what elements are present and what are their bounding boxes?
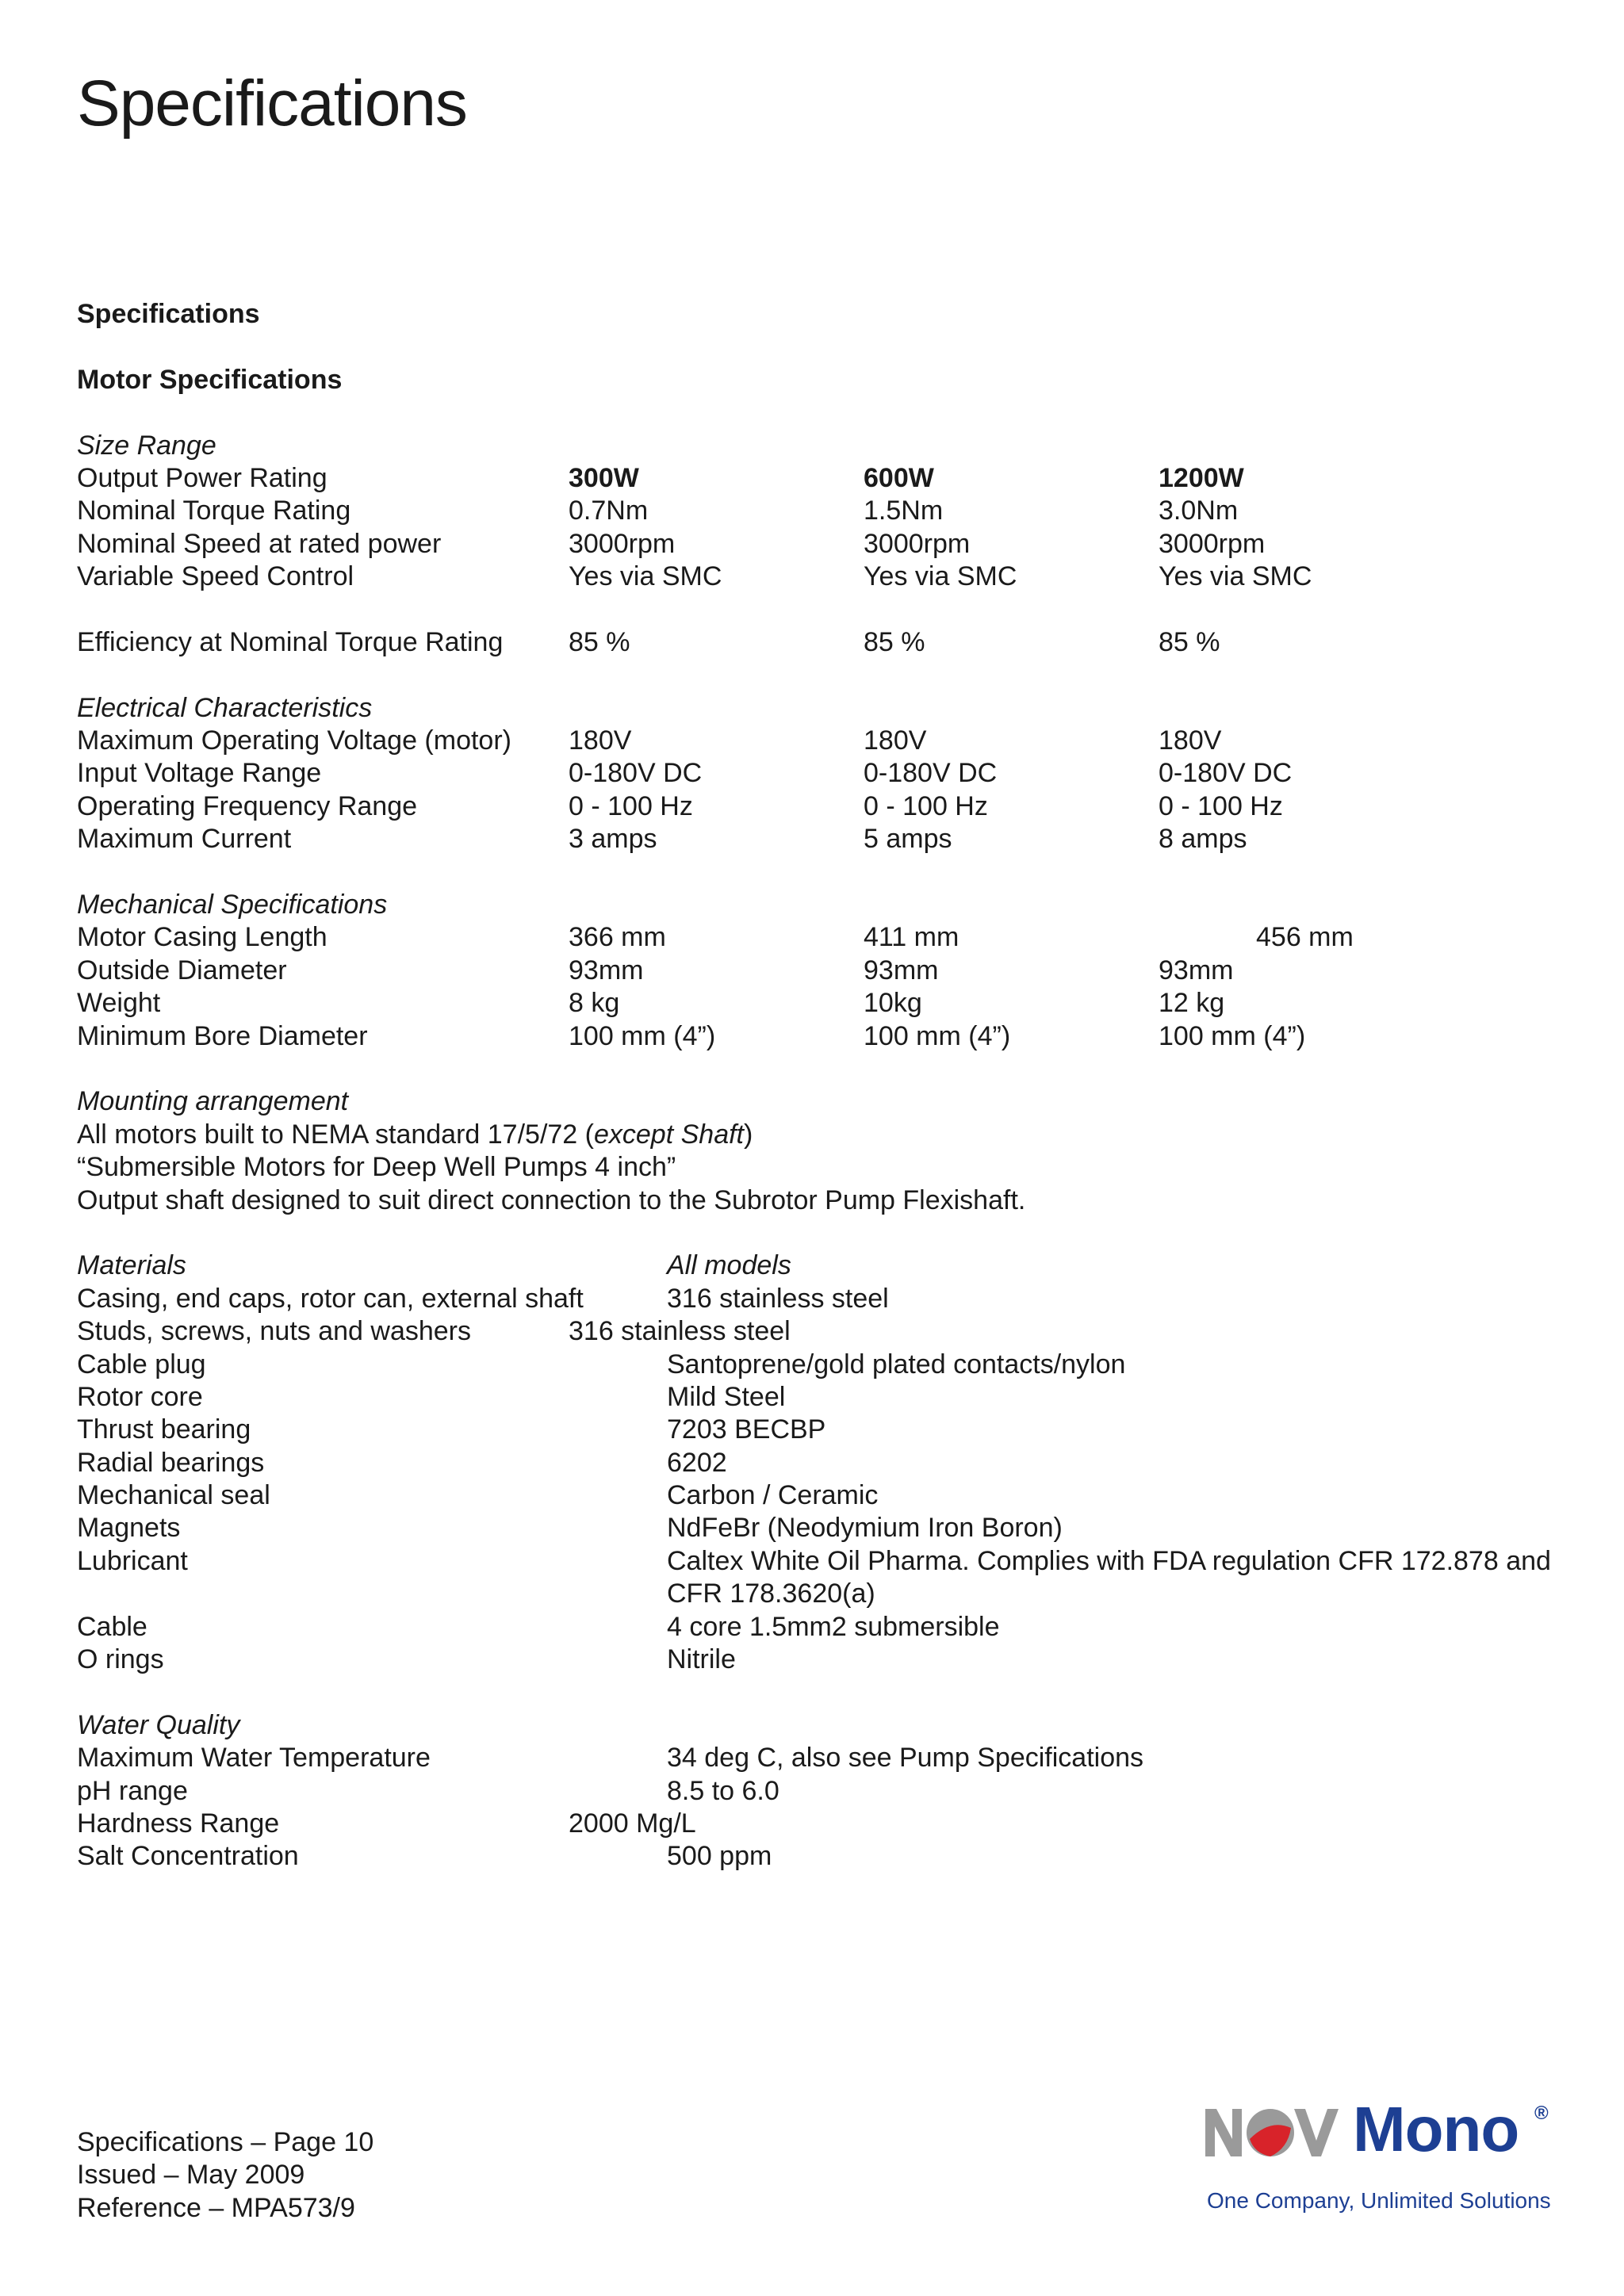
spec-row	[77, 955, 1552, 987]
spec-row-efficiency	[77, 626, 1552, 659]
spec-label: Operating Frequency Range	[77, 790, 418, 821]
water-value: 34 deg C, also see Pump Specifications	[667, 1743, 1144, 1774]
material-row	[77, 1512, 1552, 1544]
page-title: Specifications	[77, 67, 467, 140]
material-value: 7203 BECBP	[667, 1414, 826, 1445]
spec-value-300w: 85 %	[569, 626, 630, 657]
spec-value-1200w: 180V	[1159, 725, 1222, 756]
spec-value-600w: 180V	[864, 725, 927, 756]
spec-value-600w: 3000rpm	[864, 528, 971, 559]
spec-value-300w: 0 - 100 Hz	[569, 790, 693, 821]
material-value: Caltex White Oil Pharma. Complies with FDA regulation CFR 172.878 and	[667, 1545, 1551, 1576]
spec-value-600w: Yes via SMC	[864, 561, 1017, 592]
spec-row	[77, 462, 1552, 495]
spec-value-1200w: 85 %	[1159, 626, 1220, 657]
spec-value-1200w: 3000rpm	[1159, 528, 1266, 559]
spec-value-300w: 0.7Nm	[569, 496, 649, 526]
spec-value-300w: 180V	[569, 725, 632, 756]
spec-value-1200w: 0-180V DC	[1159, 758, 1293, 789]
spec-value-600w: 0-180V DC	[864, 758, 998, 789]
material-value: NdFeBr (Neodymium Iron Boron)	[667, 1513, 1063, 1544]
material-label: O rings	[77, 1644, 164, 1675]
material-row	[77, 1447, 1552, 1479]
water-quality-title: Water Quality	[77, 1709, 240, 1740]
spec-value-300w: 3 amps	[569, 824, 657, 855]
spec-label: Maximum Operating Voltage (motor)	[77, 725, 511, 756]
spec-value-600w: 85 %	[864, 626, 925, 657]
materials-title: Materials	[77, 1250, 186, 1281]
water-row	[77, 1742, 1552, 1774]
material-label: Cable plug	[77, 1349, 206, 1380]
section-heading-motor: Motor Specifications	[77, 364, 343, 395]
spec-value-300w: 3000rpm	[569, 528, 676, 559]
spec-value-1200w: 3.0Nm	[1159, 496, 1239, 526]
material-label: Magnets	[77, 1513, 181, 1544]
electrical-title: Electrical Characteristics	[77, 692, 373, 723]
size-range-title: Size Range	[77, 430, 216, 461]
spec-row	[77, 1020, 1552, 1053]
material-label: Casing, end caps, rotor can, external shaft	[77, 1283, 584, 1314]
nov-logo-icon	[1205, 2107, 1345, 2158]
water-label: Hardness Range	[77, 1808, 280, 1839]
spec-value-1200w: 456 mm	[1256, 922, 1354, 953]
spec-value-300w: 8 kg	[569, 988, 620, 1019]
spec-row	[77, 495, 1552, 527]
material-label: Lubricant	[77, 1545, 188, 1576]
mounting-line	[77, 1119, 1552, 1151]
material-row	[77, 1381, 1552, 1414]
spec-label: Maximum Current	[77, 824, 292, 855]
spec-row	[77, 921, 1552, 954]
spec-value-1200w: 12 kg	[1159, 988, 1225, 1019]
spec-value-1200w: Yes via SMC	[1159, 561, 1312, 592]
material-row	[77, 1479, 1552, 1512]
water-row	[77, 1775, 1552, 1808]
spec-value-300w: 300W	[569, 462, 639, 493]
brand-tagline: One Company, Unlimited Solutions	[1207, 2188, 1551, 2213]
nov-mono-logo	[1205, 2094, 1554, 2214]
material-row	[77, 1644, 1552, 1676]
footer-issued-date: Issued – May 2009	[77, 2160, 305, 2191]
spec-value-1200w: 1200W	[1159, 462, 1244, 493]
material-label: Mechanical seal	[77, 1480, 270, 1511]
water-value: 2000 Mg/L	[569, 1808, 696, 1839]
spec-content	[77, 298, 1552, 1873]
spec-value-600w: 411 mm	[864, 922, 959, 953]
mechanical-title: Mechanical Specifications	[77, 890, 388, 920]
page-footer	[77, 2126, 373, 2225]
spec-value-600w: 0 - 100 Hz	[864, 790, 988, 821]
spec-value-300w: 93mm	[569, 955, 644, 985]
spec-label: Output Power Rating	[77, 462, 327, 493]
material-row	[77, 1545, 1552, 1578]
spec-value-600w: 600W	[864, 462, 934, 493]
water-label: Maximum Water Temperature	[77, 1743, 431, 1774]
spec-row	[77, 757, 1552, 790]
spec-label: Motor Casing Length	[77, 922, 327, 953]
materials-column-header: All models	[667, 1250, 791, 1281]
water-label: Salt Concentration	[77, 1841, 299, 1872]
spec-row	[77, 561, 1552, 593]
spec-value-600w: 93mm	[864, 955, 939, 985]
material-label: Rotor core	[77, 1381, 203, 1412]
mounting-title: Mounting arrangement	[77, 1086, 349, 1117]
spec-label: Efficiency at Nominal Torque Rating	[77, 626, 504, 657]
spec-row	[77, 725, 1552, 757]
mounting-line: “Submersible Motors for Deep Well Pumps 4 inch”	[77, 1152, 676, 1183]
material-value: 316 stainless steel	[569, 1316, 791, 1347]
water-row	[77, 1840, 1552, 1873]
mounting-text: All motors built to NEMA standard 17/5/72 (	[77, 1119, 594, 1150]
spec-row	[77, 987, 1552, 1020]
mounting-line: Output shaft designed to suit direct connection to the Subrotor Pump Flexishaft.	[77, 1184, 1026, 1215]
spec-value-300w: Yes via SMC	[569, 561, 722, 592]
spec-value-1200w: 93mm	[1159, 955, 1234, 985]
footer-page-number: Specifications – Page 10	[77, 2127, 374, 2157]
material-row	[77, 1414, 1552, 1446]
footer-reference: Reference – MPA573/9	[77, 2192, 355, 2223]
spec-label: Outside Diameter	[77, 955, 287, 985]
spec-value-1200w: 100 mm (4”)	[1159, 1020, 1306, 1051]
water-value: 500 ppm	[667, 1841, 772, 1872]
spec-value-1200w: 0 - 100 Hz	[1159, 790, 1283, 821]
spec-value-600w: 100 mm (4”)	[864, 1020, 1011, 1051]
spec-label: Nominal Torque Rating	[77, 496, 351, 526]
material-value: 316 stainless steel	[667, 1283, 889, 1314]
mono-brand-wordmark: Mono	[1353, 2094, 1519, 2164]
spec-value-600w: 5 amps	[864, 824, 952, 855]
material-label: Cable	[77, 1611, 147, 1642]
spec-label: Variable Speed Control	[77, 561, 354, 592]
spec-value-300w: 366 mm	[569, 922, 666, 953]
material-value: Nitrile	[667, 1644, 736, 1675]
section-heading-specifications: Specifications	[77, 299, 260, 329]
mounting-text: )	[744, 1119, 753, 1150]
material-value: Santoprene/gold plated contacts/nylon	[667, 1349, 1126, 1380]
material-value: CFR 178.3620(a)	[667, 1578, 875, 1609]
water-row	[77, 1808, 1552, 1840]
material-row	[77, 1611, 1552, 1644]
material-row	[77, 1315, 1552, 1348]
spec-row	[77, 823, 1552, 855]
material-value: Carbon / Ceramic	[667, 1480, 879, 1511]
spec-label: Nominal Speed at rated power	[77, 528, 442, 559]
water-value: 8.5 to 6.0	[667, 1775, 779, 1806]
material-label: Thrust bearing	[77, 1414, 251, 1445]
mounting-text-italic: except Shaft	[593, 1119, 744, 1150]
material-row	[77, 1349, 1552, 1381]
material-value: Mild Steel	[667, 1381, 786, 1412]
spec-value-300w: 100 mm (4”)	[569, 1020, 716, 1051]
material-value: 6202	[667, 1447, 727, 1478]
material-label: Radial bearings	[77, 1447, 265, 1478]
water-label: pH range	[77, 1775, 188, 1806]
materials-header-row	[77, 1249, 1552, 1282]
spec-label: Minimum Bore Diameter	[77, 1020, 368, 1051]
spec-value-300w: 0-180V DC	[569, 758, 703, 789]
spec-value-600w: 1.5Nm	[864, 496, 944, 526]
spec-row	[77, 528, 1552, 561]
spec-row	[77, 790, 1552, 823]
spec-value-600w: 10kg	[864, 988, 922, 1019]
registered-mark: ®	[1534, 2103, 1549, 2124]
material-row-continuation	[77, 1578, 1552, 1610]
material-label: Studs, screws, nuts and washers	[77, 1316, 472, 1347]
spec-value-1200w: 8 amps	[1159, 824, 1247, 855]
material-value: 4 core 1.5mm2 submersible	[667, 1611, 1000, 1642]
spec-label: Weight	[77, 988, 161, 1019]
spec-label: Input Voltage Range	[77, 758, 322, 789]
material-row	[77, 1283, 1552, 1315]
